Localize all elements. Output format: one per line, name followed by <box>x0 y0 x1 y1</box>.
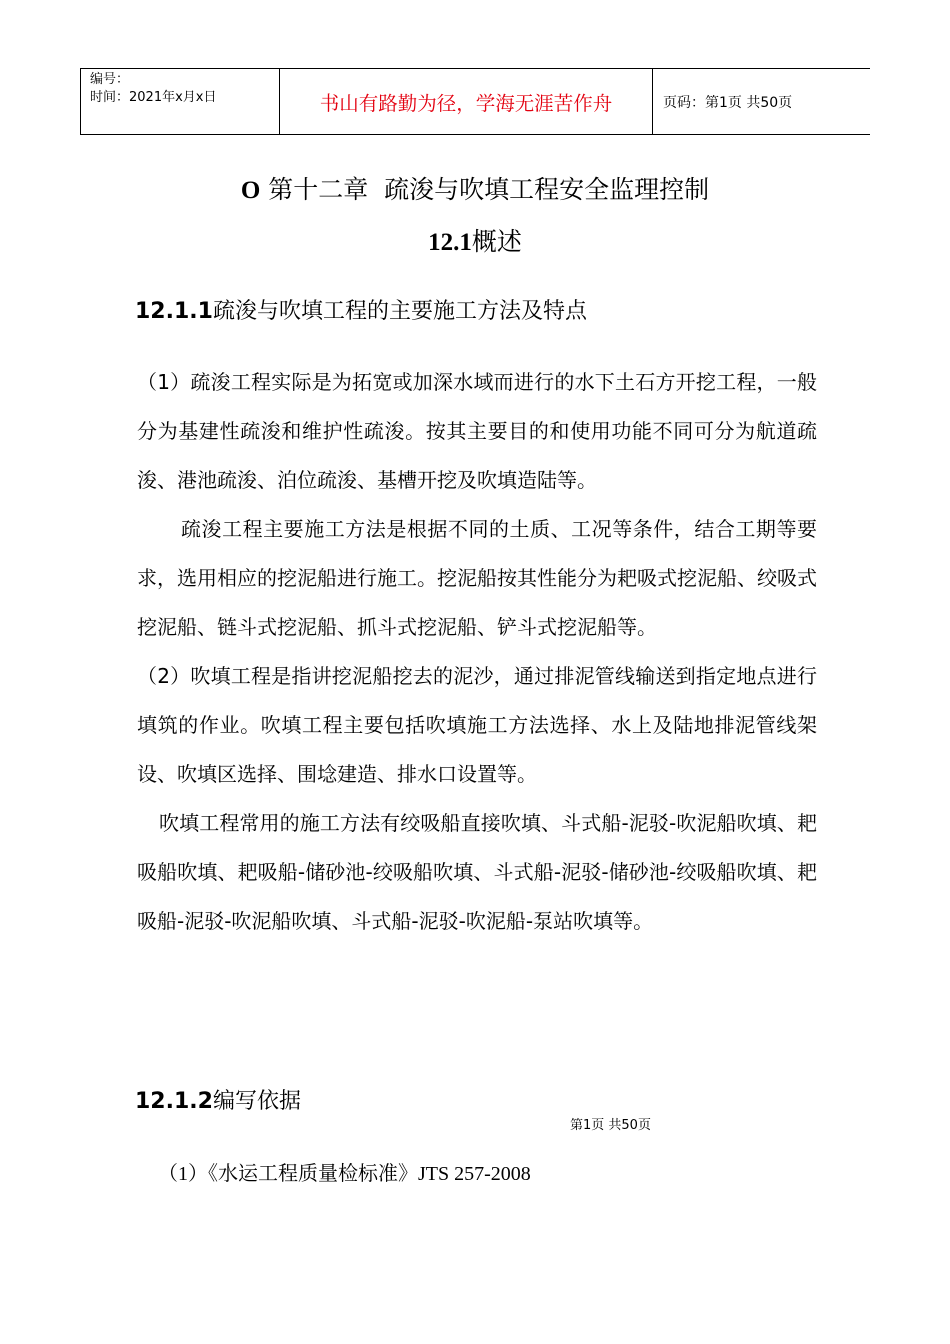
paragraph-2: 疏浚工程主要施工方法是根据不同的土质、工况等条件，结合工期等要求，选用相应的挖泥船进行施工。挖泥船按其性能分为耙吸式挖泥船、绞吸式挖泥船、链斗式挖泥船、抓斗式挖泥船、铲斗式挖泥船等。 <box>137 517 817 639</box>
page-info-cell <box>653 69 870 134</box>
reference-item: （1）《水运工程质量检标准》JTS 257-2008 <box>158 1163 531 1185</box>
chapter-prefix: O <box>240 177 261 204</box>
date-label: 时间：2021年x月x日 <box>90 90 217 105</box>
subsection-2-number: 12.1.2 <box>135 1089 213 1114</box>
subsection-1-heading <box>135 294 587 325</box>
subsection-2-title: 编写依据 <box>212 1089 301 1114</box>
subsection-1-number: 12.1.1 <box>135 299 213 324</box>
section-number: 12.1 <box>428 229 472 256</box>
section-title <box>0 222 950 258</box>
motto-cell <box>280 69 653 134</box>
page-info-text: 页码：第1页 共50页 <box>663 94 793 111</box>
paragraph-4: 吹填工程常用的施工方法有绞吸船直接吹填、斗式船-泥驳-吹泥船吹填、耙吸船吹填、耙吸船-储砂池-绞吸船吹填、斗式船-泥驳-储砂池-绞吸船吹填、耙吸船-泥驳-吹泥船吹填、斗式船-泥驳-吹泥船-泵站吹填等。 <box>137 811 817 933</box>
paragraph-3: （2）吹填工程是指讲挖泥船挖去的泥沙，通过排泥管线输送到指定地点进行填筑的作业。吹填工程主要包括吹填施工方法选择、水上及陆地排泥管线架设、吹填区选择、围埝建造、排水口设置等。 <box>137 664 817 786</box>
subsection-2-heading <box>135 1084 301 1115</box>
header-info-cell <box>80 69 280 134</box>
header-table <box>80 68 870 135</box>
chapter-title <box>0 170 950 206</box>
body-paragraphs <box>137 358 817 946</box>
chapter-title-text: 第十二章 疏浚与吹填工程安全监理控制 <box>268 175 710 204</box>
page-footer: 第1页 共50页 <box>570 1118 651 1133</box>
section-title-text: 概述 <box>471 227 522 256</box>
number-label: 编号： <box>90 72 130 87</box>
motto-text: 书山有路勤为径，学海无涯苦作舟 <box>319 91 613 115</box>
subsection-1-title: 疏浚与吹填工程的主要施工方法及特点 <box>212 299 587 324</box>
paragraph-1: （1）疏浚工程实际是为拓宽或加深水域而进行的水下土石方开挖工程，一般分为基建性疏浚和维护性疏浚。按其主要目的和使用功能不同可分为航道疏浚、港池疏浚、泊位疏浚、基槽开挖及吹填造陆等。 <box>137 370 817 492</box>
